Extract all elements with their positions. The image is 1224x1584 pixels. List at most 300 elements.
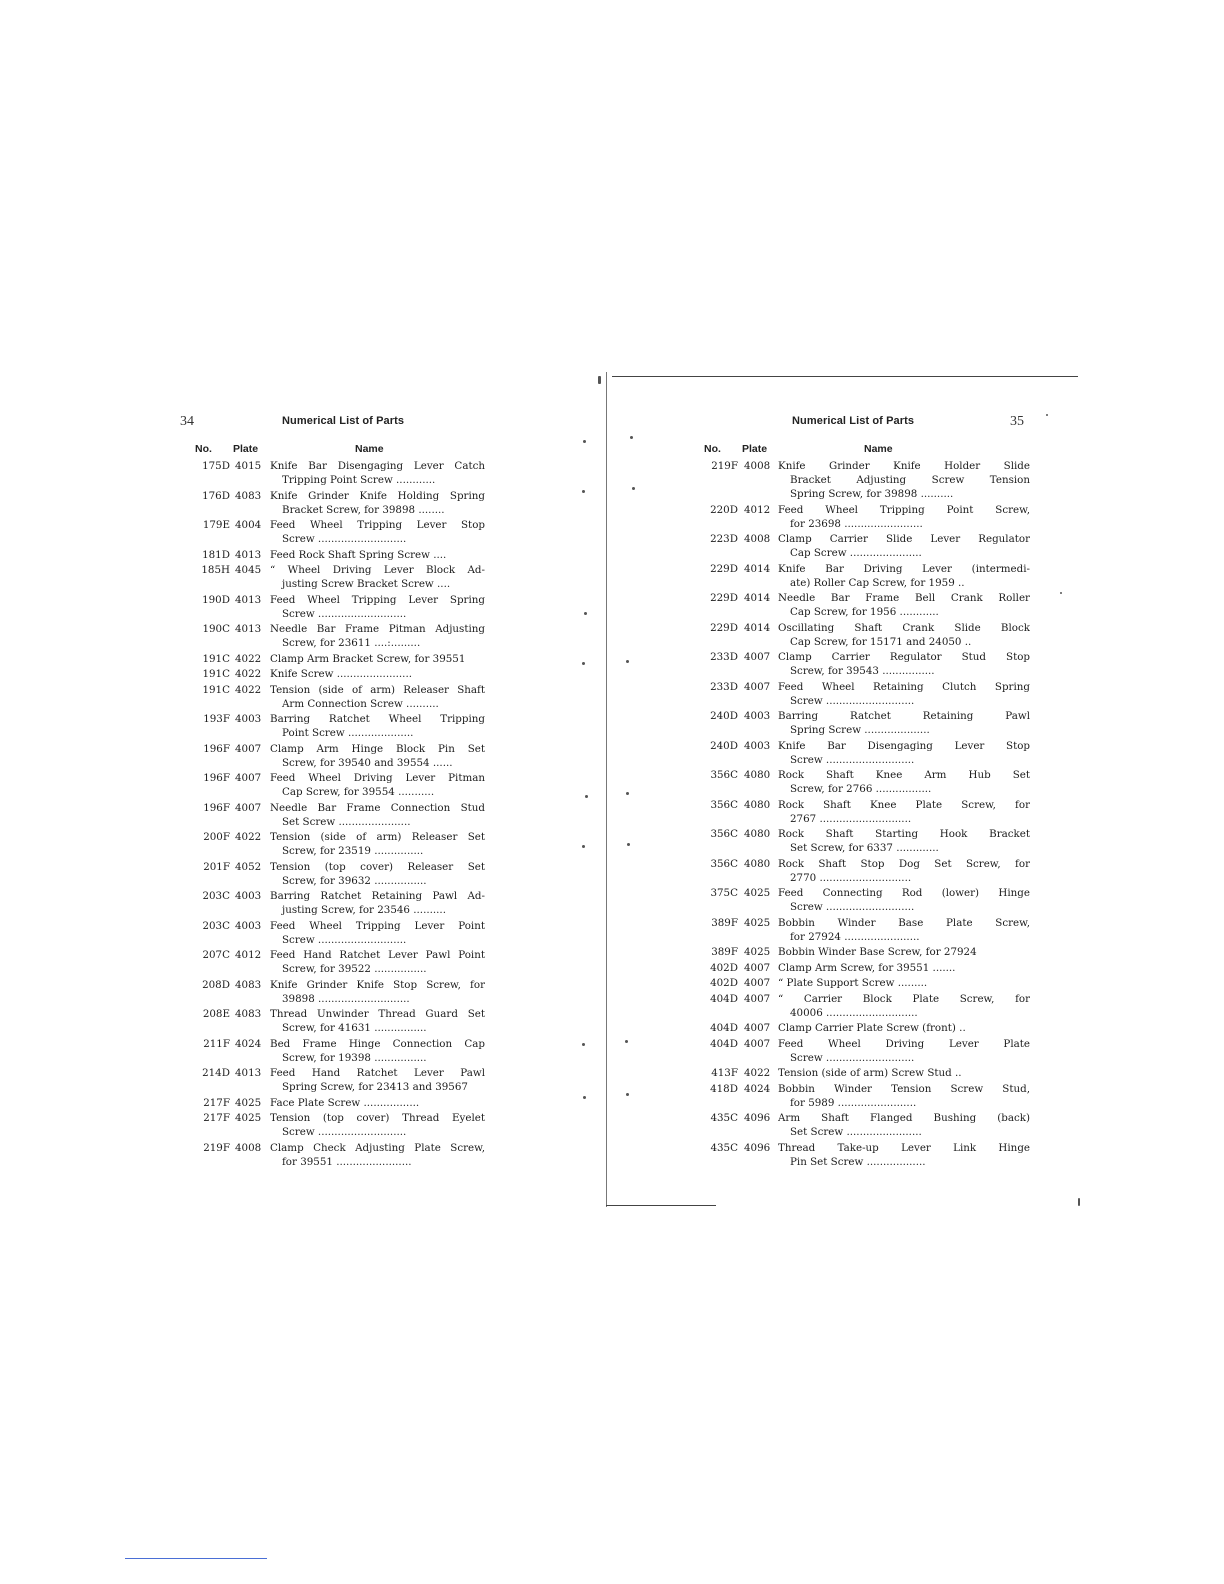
part-name-line: Rock Shaft Starting Hook Bracket [778, 828, 1030, 840]
part-number: 402D [710, 961, 738, 974]
scan-speck [632, 487, 635, 490]
part-number: 190D [202, 593, 230, 606]
part-name-line: 39898 ............................ [282, 992, 410, 1005]
part-number: 219F [711, 460, 738, 472]
part-row [700, 650, 1030, 678]
part-name [270, 1007, 485, 1035]
part-name [270, 667, 485, 681]
plate-number: 4080 [744, 798, 771, 811]
part-row [180, 1037, 485, 1065]
part-name [778, 992, 1030, 1020]
top-edge-rule [612, 376, 1078, 377]
part-name-line: Feed Connecting Rod (lower) Hinge [778, 887, 1030, 899]
part-name [270, 1111, 485, 1139]
part-name-line: Barring Ratchet Retaining Pawl [778, 710, 1030, 722]
plate-number: 4096 [744, 1112, 771, 1124]
part-name-line: Feed Rock Shaft Spring Screw .... [270, 548, 447, 561]
part-name-line: Feed Wheel Tripping Point Screw, [778, 503, 1030, 516]
part-row [700, 768, 1030, 796]
part-name-line: Oscillating Shaft Crank Slide Block [778, 621, 1030, 634]
part-name-line: Knife Bar Disengaging Lever Stop [778, 739, 1030, 752]
part-name-line: Knife Screw ....................... [270, 668, 412, 680]
part-number: 223D [710, 533, 738, 545]
part-name-line: “ Plate Support Screw ......... [778, 977, 928, 989]
part-number: 389F [711, 946, 738, 958]
part-row [700, 709, 1030, 737]
column-header-name: Name [355, 443, 384, 455]
part-number: 200F [203, 831, 230, 843]
part-name-line: ate) Roller Cap Screw, for 1959 .. [790, 576, 965, 589]
plate-number: 4007 [744, 680, 771, 693]
plate-number: 4022 [235, 652, 262, 665]
part-name [778, 709, 1030, 737]
part-name-line: Barring Ratchet Retaining Pawl Ad- [270, 890, 485, 902]
part-name [270, 978, 485, 1006]
part-number: 191C [202, 652, 230, 665]
part-row [180, 683, 485, 711]
scan-speck [1078, 1198, 1080, 1206]
part-name [270, 1141, 485, 1169]
part-number: 404D [710, 1022, 738, 1034]
part-name [270, 889, 485, 917]
part-name-line: Cap Screw, for 1956 ............ [790, 606, 939, 618]
scan-speck [626, 792, 629, 795]
part-name [778, 857, 1030, 885]
part-name [270, 919, 485, 947]
part-name [270, 683, 485, 711]
part-name-line: Set Screw, for 6337 ............. [790, 842, 939, 854]
part-row [700, 591, 1030, 619]
scan-speck [583, 440, 586, 443]
part-name [778, 945, 1030, 959]
part-name-line: Feed Wheel Tripping Lever Spring [270, 593, 485, 606]
plate-number: 4025 [744, 946, 771, 958]
plate-number: 4003 [235, 919, 262, 932]
part-name-line: Screw ........................... [790, 694, 915, 707]
part-row [700, 857, 1030, 885]
part-name-line: Screw, for 39540 and 39554 ...... [282, 756, 453, 769]
part-name-line: Clamp Carrier Slide Lever Regulator [778, 533, 1030, 545]
part-name-line: Feed Wheel Driving Lever Pitman [270, 772, 485, 784]
part-row [180, 1007, 485, 1035]
running-head: Numerical List of Parts [282, 415, 405, 427]
part-name-line: Clamp Arm Screw, for 39551 ....... [778, 961, 956, 974]
plate-number: 4004 [235, 519, 262, 531]
part-name [778, 768, 1030, 796]
plate-number: 4007 [744, 651, 771, 663]
part-name [778, 459, 1030, 501]
part-name-line: Screw ........................... [282, 533, 407, 545]
part-row [700, 1141, 1030, 1169]
plate-number: 4022 [235, 668, 262, 680]
part-name [778, 591, 1030, 619]
part-name [778, 976, 1030, 990]
scan-speck [1060, 592, 1062, 594]
plate-number: 4045 [235, 564, 262, 576]
part-number: 176D [202, 489, 230, 502]
part-name-line: for 5989 ........................ [790, 1096, 917, 1109]
part-row [180, 1096, 485, 1110]
part-name [270, 548, 485, 562]
part-number: 217F [203, 1112, 230, 1124]
plate-number: 4014 [744, 592, 771, 604]
plate-number: 4013 [235, 548, 262, 561]
part-row [700, 992, 1030, 1020]
part-name-line: “ Carrier Block Plate Screw, for [778, 992, 1030, 1005]
part-name-line: Spring Screw, for 23413 and 39567 [282, 1081, 468, 1093]
plate-number: 4013 [235, 1067, 262, 1079]
part-name [778, 1141, 1030, 1169]
part-row [180, 667, 485, 681]
part-name-line: Screw ........................... [282, 933, 407, 946]
part-name [270, 563, 485, 591]
part-row [180, 563, 485, 591]
column-header-no: No. [195, 443, 212, 455]
plate-number: 4007 [744, 992, 771, 1005]
part-name-line: Clamp Carrier Plate Screw (front) .. [778, 1022, 966, 1034]
part-row [700, 827, 1030, 855]
scan-speck [585, 795, 588, 798]
part-number: 389F [711, 916, 738, 929]
part-name-line: Set Screw ...................... [282, 815, 411, 828]
part-row [180, 919, 485, 947]
part-name-line: for 27924 ....................... [790, 930, 920, 943]
part-name-line: Spring Screw, for 39898 .......... [790, 488, 954, 500]
column-headers [180, 443, 485, 457]
part-name-line: Spring Screw .................... [790, 724, 930, 736]
scan-speck [630, 436, 633, 439]
part-name-line: Bed Frame Hinge Connection Cap [270, 1037, 485, 1050]
part-name [778, 827, 1030, 855]
part-number: 404D [710, 992, 738, 1005]
part-name-line: Tension (side of arm) Releaser Set [270, 831, 485, 843]
part-number: 233D [710, 680, 738, 693]
plate-number: 4003 [235, 890, 262, 902]
part-name-line: Knife Grinder Knife Holding Spring [270, 489, 485, 502]
part-name [778, 532, 1030, 560]
part-name [270, 1066, 485, 1094]
part-row [180, 489, 485, 517]
part-row [180, 771, 485, 799]
part-name [778, 798, 1030, 826]
part-name-line: Knife Bar Disengaging Lever Catch [270, 460, 485, 472]
part-name [778, 650, 1030, 678]
part-name [778, 916, 1030, 944]
part-name-line: Knife Grinder Knife Stop Screw, for [270, 978, 485, 991]
plate-number: 4008 [235, 1141, 262, 1154]
part-name-line: Cap Screw, for 15171 and 24050 .. [790, 635, 972, 648]
part-number: 211F [203, 1037, 230, 1050]
part-name [778, 739, 1030, 767]
part-row [180, 830, 485, 858]
part-number: 207C [202, 949, 230, 961]
plate-number: 4007 [744, 961, 771, 974]
part-row [180, 948, 485, 976]
part-name [270, 622, 485, 650]
part-number: 413F [711, 1067, 738, 1079]
part-name-line: Tension (side of arm) Screw Stud .. [778, 1067, 962, 1079]
part-name-line: Bobbin Winder Tension Screw Stud, [778, 1082, 1030, 1095]
parts-list [180, 459, 485, 1170]
part-row [180, 518, 485, 546]
part-name-line: Pin Set Screw .................. [790, 1155, 926, 1168]
plate-number: 4007 [235, 742, 262, 755]
column-headers [700, 443, 1030, 457]
part-name-line: Feed Wheel Retaining Clutch Spring [778, 680, 1030, 693]
part-number: 196F [203, 801, 230, 814]
part-row [700, 739, 1030, 767]
part-name [778, 1082, 1030, 1110]
part-name-line: Clamp Carrier Regulator Stud Stop [778, 651, 1030, 663]
part-row [180, 712, 485, 740]
part-number: 185H [201, 564, 230, 576]
part-name [270, 712, 485, 740]
part-name-line: Screw, for 2766 ................. [790, 783, 932, 795]
part-row [700, 680, 1030, 708]
part-number: 356C [710, 828, 738, 840]
part-row [180, 1066, 485, 1094]
part-name-line: Rock Shaft Knee Plate Screw, for [778, 798, 1030, 811]
part-number: 190C [202, 623, 230, 635]
part-name-line: Thread Take-up Lever Link Hinge [778, 1141, 1030, 1154]
part-name-line: justing Screw Bracket Screw .... [282, 578, 451, 590]
part-name-line: Feed Hand Ratchet Lever Pawl Point [270, 949, 485, 961]
part-name-line: Tension (side of arm) Releaser Shaft [270, 683, 485, 696]
part-name-line: Screw ........................... [790, 753, 915, 766]
part-name-line: Screw, for 23611 ....:......... [282, 637, 421, 649]
part-name [270, 652, 485, 666]
part-name [778, 503, 1030, 531]
scan-speck [1046, 414, 1048, 416]
part-row [700, 532, 1030, 560]
column-header-name: Name [864, 443, 893, 455]
plate-number: 4013 [235, 623, 262, 635]
part-number: 229D [710, 621, 738, 634]
part-name-line: Feed Wheel Tripping Lever Stop [270, 519, 485, 531]
part-name-line: Face Plate Screw ................. [270, 1096, 420, 1109]
part-number: 193F [203, 713, 230, 725]
part-number: 220D [710, 503, 738, 516]
part-number: 214D [202, 1067, 230, 1079]
part-row [700, 459, 1030, 501]
part-number: 196F [203, 772, 230, 784]
part-row [180, 742, 485, 770]
part-number: 208D [202, 978, 230, 991]
scan-speck [626, 1093, 629, 1096]
part-name-line: Clamp Arm Hinge Block Pin Set [270, 742, 485, 755]
part-number: 175D [202, 460, 230, 472]
part-name-line: Bracket Adjusting Screw Tension [790, 474, 1030, 486]
plate-number: 4007 [235, 772, 262, 784]
plate-number: 4052 [235, 860, 262, 873]
part-name-line: Screw, for 39522 ................ [282, 963, 427, 975]
part-name [778, 961, 1030, 975]
part-name-line: Rock Shaft Stop Dog Set Screw, for [778, 857, 1030, 870]
part-name-line: 2767 ............................ [790, 812, 912, 825]
part-name [270, 518, 485, 546]
part-name-line: Cap Screw ...................... [790, 547, 922, 559]
part-name-line: Screw, for 39543 ................ [790, 665, 935, 677]
part-number: 191C [202, 683, 230, 696]
plate-number: 4014 [744, 621, 771, 634]
part-row [180, 1141, 485, 1169]
plate-number: 4012 [744, 503, 771, 516]
part-name-line: Screw ........................... [790, 1051, 915, 1064]
plate-number: 4015 [235, 460, 262, 472]
part-number: 435C [710, 1112, 738, 1124]
plate-number: 4025 [235, 1112, 262, 1124]
bottom-edge-rule [606, 1205, 716, 1206]
part-name [778, 1021, 1030, 1035]
part-row [180, 860, 485, 888]
part-name [270, 830, 485, 858]
part-name-line: Screw, for 39632 ................ [282, 874, 427, 887]
part-row [180, 593, 485, 621]
part-name-line: Feed Wheel Driving Lever Plate [778, 1037, 1030, 1050]
part-name [270, 771, 485, 799]
part-name [270, 801, 485, 829]
part-number: 181D [202, 548, 230, 561]
part-row [700, 503, 1030, 531]
part-name-line: Needle Bar Frame Bell Crank Roller [778, 592, 1030, 604]
part-name-line: Bracket Screw, for 39898 ........ [282, 503, 445, 516]
part-name-line: Knife Grinder Knife Holder Slide [778, 460, 1030, 472]
part-row [180, 548, 485, 562]
part-name-line: justing Screw, for 23546 .......... [282, 904, 446, 916]
part-name [778, 1066, 1030, 1080]
plate-number: 4013 [235, 593, 262, 606]
part-number: 201F [203, 860, 230, 873]
part-name [270, 593, 485, 621]
plate-number: 4080 [744, 769, 771, 781]
part-row [700, 886, 1030, 914]
part-number: 191C [202, 668, 230, 680]
part-row [700, 976, 1030, 990]
part-number: 203C [202, 890, 230, 902]
part-name [270, 948, 485, 976]
part-name [270, 1096, 485, 1110]
part-name-line: Barring Ratchet Wheel Tripping [270, 713, 485, 725]
part-row [700, 621, 1030, 649]
part-name-line: Screw ........................... [282, 607, 407, 620]
part-name-line: Screw ........................... [790, 901, 915, 913]
part-name-line: Set Screw ....................... [790, 1126, 922, 1138]
part-row [700, 1066, 1030, 1080]
plate-number: 4012 [235, 949, 262, 961]
part-number: 404D [710, 1037, 738, 1050]
part-name-line: 40006 ............................ [790, 1006, 918, 1019]
part-name-line: Arm Shaft Flanged Bushing (back) [778, 1112, 1030, 1124]
plate-number: 4008 [744, 533, 771, 545]
plate-number: 4083 [235, 489, 262, 502]
parts-list [700, 459, 1030, 1170]
plate-number: 4022 [744, 1067, 771, 1079]
scan-speck [582, 662, 585, 665]
part-name [778, 1037, 1030, 1065]
plate-number: 4024 [744, 1082, 771, 1095]
part-name-line: Tension (top cover) Thread Eyelet [270, 1112, 485, 1124]
plate-number: 4025 [235, 1096, 262, 1109]
part-number: 375C [710, 887, 738, 899]
plate-number: 4003 [744, 739, 771, 752]
plate-number: 4080 [744, 828, 771, 840]
part-row [700, 1111, 1030, 1139]
part-name-line: Feed Wheel Tripping Lever Point [270, 919, 485, 932]
part-name-line: Rock Shaft Knee Arm Hub Set [778, 769, 1030, 781]
part-name-line: “ Wheel Driving Lever Block Ad- [270, 564, 485, 576]
part-row [700, 945, 1030, 959]
part-row [180, 459, 485, 487]
plate-number: 4007 [744, 977, 771, 989]
part-row [180, 1111, 485, 1139]
scan-speck [598, 376, 601, 384]
part-name-line: Feed Hand Ratchet Lever Pawl [270, 1067, 485, 1079]
scan-speck [626, 660, 629, 663]
column-header-plate: Plate [742, 443, 768, 455]
part-row [700, 562, 1030, 590]
part-row [700, 916, 1030, 944]
part-row [700, 961, 1030, 975]
part-name [778, 886, 1030, 914]
part-number: 402D [710, 977, 738, 989]
part-number: 196F [203, 742, 230, 755]
part-number: 229D [710, 562, 738, 575]
scan-speck [584, 612, 587, 615]
part-name-line: Bobbin Winder Base Plate Screw, [778, 916, 1030, 929]
part-name-line: Bobbin Winder Base Screw, for 27924 [778, 946, 977, 958]
part-name-line: for 23698 ........................ [790, 517, 923, 530]
scan-speck [582, 490, 585, 493]
part-name-line: Tripping Point Screw ............ [282, 474, 436, 486]
scan-speck [625, 1040, 628, 1043]
part-name-line: Knife Bar Driving Lever (intermedi- [778, 562, 1030, 575]
part-row [700, 1082, 1030, 1110]
gutter-rule [606, 372, 607, 1207]
plate-number: 4007 [744, 1037, 771, 1050]
plate-number: 4096 [744, 1141, 771, 1154]
part-number: 217F [203, 1096, 230, 1109]
part-name [270, 459, 485, 487]
scan-speck [627, 843, 630, 846]
plate-number: 4008 [744, 460, 771, 472]
part-number: 240D [710, 739, 738, 752]
part-name-line: 2770 ............................ [790, 871, 912, 884]
part-row [180, 978, 485, 1006]
part-number: 240D [710, 710, 738, 722]
column-header-plate: Plate [233, 443, 259, 455]
part-number: 435C [710, 1141, 738, 1154]
part-name-line: Needle Bar Frame Connection Stud [270, 801, 485, 814]
scan-speck [582, 845, 585, 848]
part-number: 418D [710, 1082, 738, 1095]
plate-number: 4025 [744, 887, 771, 899]
part-number: 356C [710, 857, 738, 870]
part-number: 356C [710, 798, 738, 811]
footer-link-rule [125, 1558, 267, 1559]
part-name-line: Thread Unwinder Thread Guard Set [270, 1008, 485, 1020]
part-name-line: Clamp Arm Bracket Screw, for 39551 [270, 652, 466, 665]
part-name-line: Tension (top cover) Releaser Set [270, 860, 485, 873]
part-name-line: Screw, for 23519 ............... [282, 845, 424, 857]
part-number: 229D [710, 592, 738, 604]
plate-number: 4083 [235, 978, 262, 991]
part-name-line: Needle Bar Frame Pitman Adjusting [270, 623, 485, 635]
part-row [700, 1037, 1030, 1065]
part-name-line: Screw ........................... [282, 1126, 407, 1138]
page-number: 35 [1010, 414, 1024, 429]
part-name [270, 742, 485, 770]
part-name [778, 562, 1030, 590]
